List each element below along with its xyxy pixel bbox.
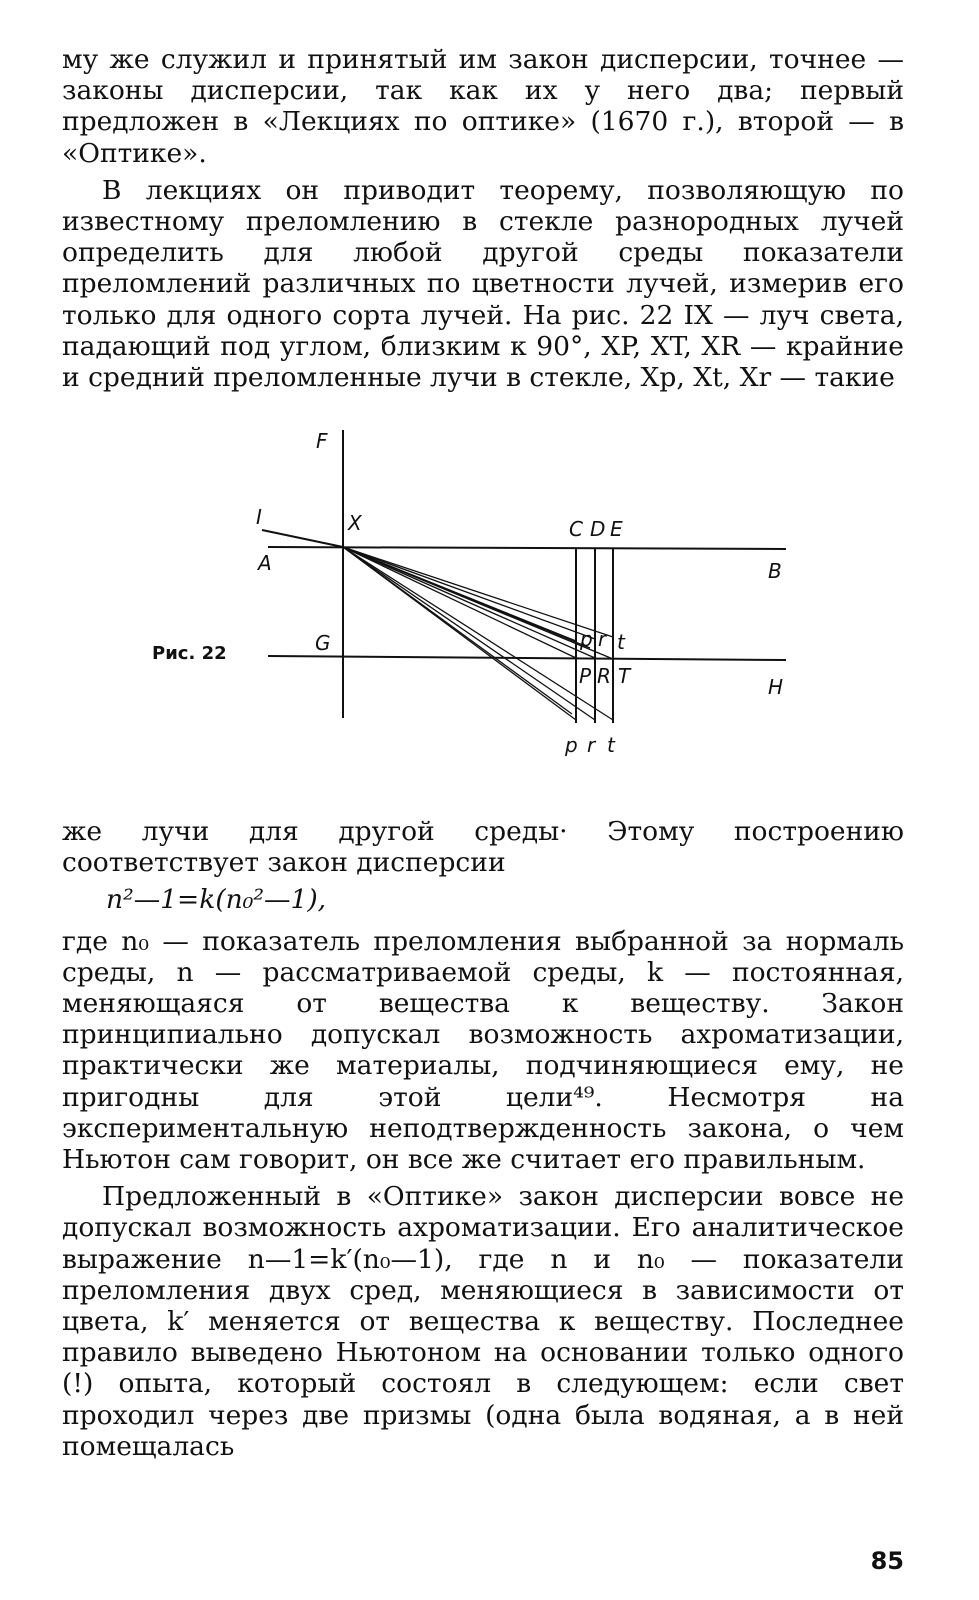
- label-g: G: [315, 631, 331, 655]
- ray-diagram: [0, 418, 979, 798]
- ray-xt-low: [343, 547, 613, 720]
- figure-labels: [256, 429, 783, 757]
- label-t-mid: t: [617, 630, 625, 654]
- formula-dispersion-1: n²—1=k(n₀²—1),: [106, 884, 327, 916]
- paragraph-4: где n₀ — показатель преломления выбранной за нормаль среды, n — рассматриваемой среды, k — постоянная, меняющаяся от вещества к веществу. Закон принципиально допускал возможность ахроматизации, практически же материалы, подчиняющиеся ему, не пригодны для этой цели⁴⁹. Несмотря на экспериментальную неподтвержденность закона, о чем Ньютон сам говорит, он все же считает его правильным.: [62, 925, 904, 1176]
- text-block-top: [62, 44, 904, 393]
- ray-extra-2: [343, 547, 590, 648]
- figure-caption: Рис. 22: [152, 643, 227, 664]
- ray-extra-1: [343, 547, 572, 714]
- paragraph-5: Предложенный в «Оптике» закон дисперсии вовсе не допускал возможность ахроматизации. Его аналитическое выражение n—1=k′(n₀—1), где n и n₀ — показатели преломления двух сред, меняющиеся в зависимости от цвета, k′ меняется от вещества к веществу. Последнее правило выведено Ньютоном на основании только одного (!) опыта, который состоял в следующем: если свет проходил через две призмы (одна была водяная, а в ней помещалась: [62, 1181, 904, 1462]
- label-t-bot: t: [607, 733, 615, 757]
- paragraph-1: му же служил и принятый им закон дисперсии, точнее — законы дисперсии, так как их у него два; первый предложен в «Лекциях по оптике» (1670 г.), второй — в «Оптике».: [62, 44, 904, 169]
- paragraph-2: В лекциях он приводит теорему, позволяющую по известному преломлению в стекле разнородных лучей определить для любой другой среды показатели преломлений различных по цветности лучей, измерив его только для одного сорта лучей. На рис. 22 IX — луч света, падающий под углом, близким к 90°, XP, XT, XR — крайние и средний преломленные лучи в стекле, Xp, Xt, Xr — такие: [62, 174, 904, 394]
- label-T: T: [618, 664, 631, 688]
- paragraph-3: же лучи для другой среды· Этому построению соответствует закон дисперсии: [62, 816, 904, 879]
- ray-xp: [343, 547, 576, 658]
- page-number: 85: [870, 1547, 904, 1575]
- label-x: X: [348, 511, 362, 535]
- label-f: F: [316, 429, 328, 453]
- incident-ray: [262, 530, 343, 547]
- ray-xt-mid: [343, 547, 613, 637]
- label-P: P: [579, 664, 592, 688]
- label-i: I: [256, 505, 262, 529]
- label-p-bot: p: [565, 733, 578, 757]
- label-p-mid: p: [580, 627, 593, 651]
- text-block-middle: [62, 816, 904, 1462]
- label-r-mid: r: [598, 627, 607, 651]
- refracted-rays: [343, 547, 613, 720]
- label-b: B: [768, 559, 782, 583]
- label-e: E: [610, 517, 623, 541]
- label-d: D: [590, 517, 606, 541]
- label-a: A: [258, 551, 272, 575]
- ray-xr-mid: [343, 547, 595, 639]
- label-R: R: [597, 664, 611, 688]
- line-gh: [268, 656, 786, 660]
- label-r-bot: r: [587, 733, 596, 757]
- label-h: H: [768, 675, 784, 699]
- label-c: C: [569, 517, 583, 541]
- figure-22: [0, 418, 979, 798]
